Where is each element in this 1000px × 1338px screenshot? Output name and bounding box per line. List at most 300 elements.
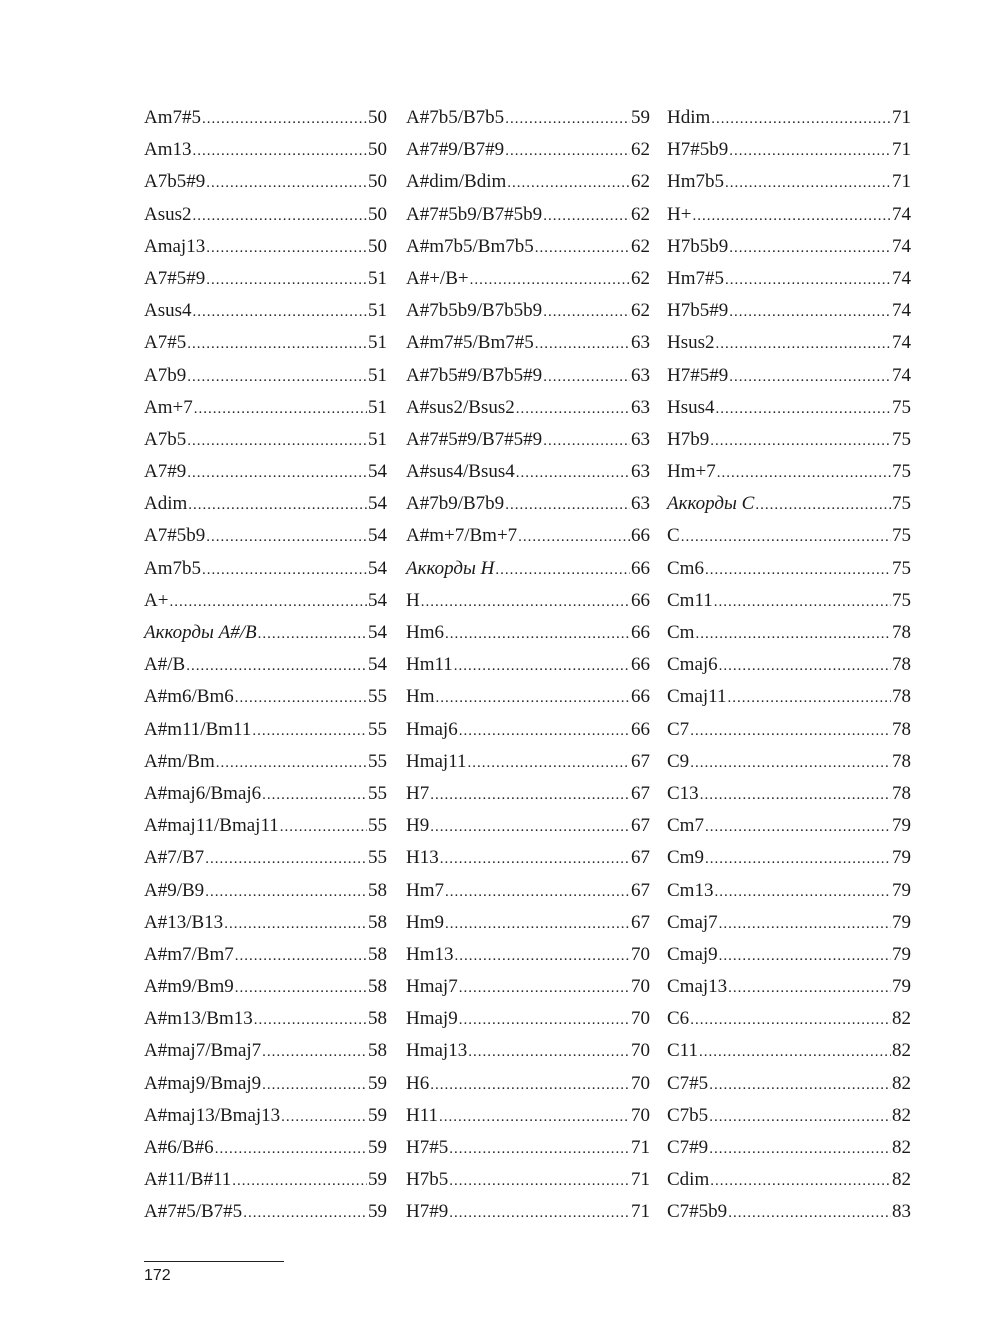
index-entry (406, 424, 650, 456)
dot-leader (705, 811, 891, 843)
page-ref: 74 (892, 203, 911, 225)
page-ref: 55 (368, 750, 387, 772)
index-entry (406, 1196, 650, 1228)
dot-leader (436, 682, 631, 714)
index-entry (144, 842, 387, 874)
dot-leader (692, 200, 891, 232)
index-entry (144, 971, 387, 1003)
index-entry (406, 971, 650, 1003)
chord-name: Cm13 (667, 879, 714, 901)
chord-name: Asus2 (144, 203, 192, 225)
page-ref: 63 (631, 461, 650, 483)
page-ref: 82 (892, 1040, 911, 1062)
chord-name: A#maj6/Bmaj6 (144, 782, 262, 804)
index-entry (406, 939, 650, 971)
index-entry (667, 585, 911, 617)
index-entry (406, 1164, 650, 1196)
dot-leader (710, 425, 891, 457)
dot-leader (421, 586, 630, 618)
index-section-heading (406, 553, 650, 585)
dot-leader (206, 232, 367, 264)
chord-name: A7b5#9 (144, 171, 206, 193)
chord-name: A7#9 (144, 461, 187, 483)
dot-leader (543, 361, 630, 393)
dot-leader (187, 328, 367, 360)
page-ref: 66 (631, 525, 650, 547)
page-ref: 83 (892, 1201, 911, 1223)
page-ref: 79 (892, 976, 911, 998)
dot-leader (262, 779, 367, 811)
index-entry (144, 714, 387, 746)
chord-name: Asus4 (144, 300, 192, 322)
page-ref: 66 (631, 686, 650, 708)
dot-leader (193, 135, 368, 167)
chord-name: A7b9 (144, 364, 187, 386)
chord-name: A#7/B7 (144, 847, 205, 869)
index-entry (667, 617, 911, 649)
page-ref: 71 (892, 107, 911, 128)
dot-leader (205, 843, 367, 875)
chord-name: A#9/B9 (144, 879, 205, 901)
chord-name: A7#5 (144, 332, 187, 354)
index-entry (144, 1035, 387, 1067)
chord-name: Аккорды C (667, 493, 755, 515)
index-entry (667, 1003, 911, 1035)
index-entry (667, 746, 911, 778)
chord-name: A#13/B13 (144, 911, 224, 933)
page-ref: 59 (368, 1072, 387, 1094)
dot-leader (543, 296, 630, 328)
chord-name: C7#5 (667, 1072, 709, 1094)
dot-leader (709, 1133, 891, 1165)
chord-name: A#maj7/Bmaj7 (144, 1040, 262, 1062)
page-ref: 78 (892, 654, 911, 676)
index-entry (406, 617, 650, 649)
index-entry (667, 231, 911, 263)
page-ref: 78 (892, 622, 911, 643)
index-entry (406, 263, 650, 295)
chord-name: Hmaj11 (406, 750, 467, 772)
chord-name: C6 (667, 1008, 690, 1030)
index-entry (144, 1196, 387, 1228)
page-ref: 66 (631, 557, 650, 579)
page-ref: 54 (368, 461, 387, 483)
page-ref: 79 (892, 815, 911, 837)
dot-leader (187, 425, 367, 457)
page-ref: 55 (368, 782, 387, 804)
index-section-heading (667, 488, 911, 520)
page-ref: 58 (368, 1008, 387, 1030)
dot-leader (254, 1004, 367, 1036)
dot-leader (280, 811, 367, 843)
page-ref: 78 (892, 750, 911, 772)
chord-name: C (667, 525, 680, 547)
dot-leader (445, 618, 630, 650)
page-ref: 79 (892, 879, 911, 901)
page-ref: 62 (631, 267, 650, 289)
index-entry (406, 649, 650, 681)
chord-name: H13 (406, 847, 439, 869)
chord-name: H11 (406, 1104, 439, 1126)
page-ref: 74 (892, 332, 911, 354)
dot-leader (439, 1101, 630, 1133)
chord-name: Cmaj7 (667, 911, 718, 933)
dot-leader (459, 1004, 630, 1036)
page-ref: 71 (631, 1201, 650, 1223)
dot-leader (705, 554, 891, 586)
chord-name: A#+/B+ (406, 267, 469, 289)
index-entry (667, 810, 911, 842)
index-entry (667, 327, 911, 359)
chord-name: Cm6 (667, 557, 704, 579)
page-ref: 70 (631, 976, 650, 998)
index-entry (144, 295, 387, 327)
index-entry (144, 1068, 387, 1100)
dot-leader (430, 811, 630, 843)
page-ref: 59 (368, 1201, 387, 1223)
dot-leader (430, 1069, 630, 1101)
page-ref: 75 (892, 589, 911, 611)
dot-leader (235, 972, 367, 1004)
page-ref: 63 (631, 364, 650, 386)
dot-leader (727, 682, 891, 714)
index-entry (406, 392, 650, 424)
dot-leader (454, 650, 630, 682)
dot-leader (719, 650, 891, 682)
index-entry (144, 1132, 387, 1164)
dot-leader (216, 747, 367, 779)
chord-name: H6 (406, 1072, 430, 1094)
index-entry (667, 456, 911, 488)
dot-leader (699, 1036, 891, 1068)
chord-name: H7#9 (406, 1201, 449, 1223)
chord-name: A#maj11/Bmaj11 (144, 815, 279, 837)
page-ref: 66 (631, 654, 650, 676)
page-ref: 58 (368, 943, 387, 965)
index-entry (144, 585, 387, 617)
dot-leader (710, 1165, 891, 1197)
chord-name: C7#9 (667, 1137, 709, 1158)
dot-leader (445, 908, 630, 940)
chord-name: H7#5#9 (667, 364, 729, 386)
page-ref: 79 (892, 911, 911, 933)
index-entry (667, 842, 911, 874)
dot-leader (719, 908, 891, 940)
dot-leader (455, 940, 631, 972)
index-column-3 (667, 102, 911, 1229)
page-ref: 59 (631, 107, 650, 128)
chord-name: C9 (667, 750, 690, 772)
dot-leader (719, 940, 891, 972)
chord-name: H7b5b9 (667, 235, 729, 257)
index-entry (406, 714, 650, 746)
chord-name: A#7#9/B7#9 (406, 139, 505, 161)
index-entry (406, 231, 650, 263)
chord-name: A#sus4/Bsus4 (406, 461, 515, 483)
index-entry (144, 231, 387, 263)
chord-name: Am7b5 (144, 557, 201, 579)
page-ref: 71 (892, 139, 911, 161)
page-ref: 55 (368, 847, 387, 869)
dot-leader (187, 361, 367, 393)
chord-name: Hm11 (406, 654, 453, 676)
index-entry (667, 649, 911, 681)
index-entry (406, 1132, 650, 1164)
index-entry (144, 1003, 387, 1035)
page-ref: 63 (631, 493, 650, 515)
dot-leader (235, 682, 367, 714)
index-entry (667, 907, 911, 939)
page-ref: 75 (892, 525, 911, 547)
chord-name: H7#5b9 (667, 139, 729, 161)
chord-name: A7#5b9 (144, 525, 206, 547)
page-ref: 75 (892, 461, 911, 483)
dot-leader (516, 393, 630, 425)
dot-leader (258, 618, 367, 650)
index-entry (406, 199, 650, 231)
chord-name: Cm7 (667, 815, 704, 837)
dot-leader (725, 167, 891, 199)
chord-name: Hmaj7 (406, 976, 458, 998)
dot-leader (716, 393, 891, 425)
page-ref: 67 (631, 815, 650, 837)
dot-leader (729, 361, 891, 393)
chord-name: Hm9 (406, 911, 444, 933)
dot-leader (445, 876, 630, 908)
chord-name: A+ (144, 589, 169, 611)
chord-name: C13 (667, 782, 699, 804)
page-ref: 62 (631, 300, 650, 322)
chord-name: H7b5 (406, 1169, 449, 1191)
page-ref: 78 (892, 718, 911, 740)
dot-leader (232, 1165, 367, 1197)
chord-name: A#7b5#9/B7b5#9 (406, 364, 543, 386)
chord-name: C7 (667, 718, 690, 740)
dot-leader (755, 489, 891, 521)
dot-leader (705, 843, 891, 875)
page-ref: 58 (368, 879, 387, 901)
dot-leader (516, 457, 630, 489)
page-ref: 71 (892, 171, 911, 193)
index-entry (406, 134, 650, 166)
chord-name: Cmaj11 (667, 686, 727, 708)
dot-leader (729, 296, 891, 328)
index-entry (406, 327, 650, 359)
index-entry (406, 102, 650, 134)
page-ref: 71 (631, 1137, 650, 1158)
chord-name: Аккорды A#/B (144, 622, 257, 643)
dot-leader (543, 200, 630, 232)
page-ref: 67 (631, 911, 650, 933)
dot-leader (505, 103, 630, 135)
dot-leader (235, 940, 367, 972)
page-ref: 70 (631, 1104, 650, 1126)
index-entry (406, 842, 650, 874)
chord-name: A#dim/Bdim (406, 171, 507, 193)
page-ref: 54 (368, 557, 387, 579)
chord-name: H7b5#9 (667, 300, 729, 322)
dot-leader (690, 1004, 891, 1036)
chord-name: Hm7 (406, 879, 444, 901)
index-entry (406, 1035, 650, 1067)
dot-leader (193, 296, 367, 328)
page-ref: 59 (368, 1169, 387, 1191)
dot-leader (186, 650, 367, 682)
dot-leader (729, 232, 891, 264)
dot-leader (505, 135, 630, 167)
page-ref: 74 (892, 267, 911, 289)
chord-name: C11 (667, 1040, 698, 1062)
page-number: 172 (144, 1267, 171, 1284)
chord-name: A#maj9/Bmaj9 (144, 1072, 262, 1094)
index-entry (406, 295, 650, 327)
index-entry (667, 681, 911, 713)
page-ref: 70 (631, 1072, 650, 1094)
dot-leader (681, 521, 891, 553)
page-ref: 54 (368, 525, 387, 547)
dot-leader (459, 972, 630, 1004)
chord-name: A#m7b5/Bm7b5 (406, 235, 534, 257)
index-entry (667, 263, 911, 295)
dot-leader (505, 489, 630, 521)
dot-leader (700, 779, 891, 811)
page-ref: 71 (631, 1169, 650, 1191)
chord-name: H7 (406, 782, 430, 804)
chord-name: A#7#5b9/B7#5b9 (406, 203, 543, 225)
index-entry (144, 875, 387, 907)
page-ref: 78 (892, 686, 911, 708)
page-ref: 62 (631, 235, 650, 257)
page-ref: 75 (892, 493, 911, 515)
dot-leader (495, 554, 630, 586)
chord-name: A#7#5/B7#5 (144, 1201, 243, 1223)
index-entry (144, 939, 387, 971)
page-ref: 79 (892, 943, 911, 965)
chord-name: Hm (406, 686, 435, 708)
dot-leader (714, 876, 891, 908)
chord-name: A#m9/Bm9 (144, 976, 234, 998)
index-entry (667, 424, 911, 456)
footer-rule (144, 1261, 284, 1262)
page-ref: 55 (368, 686, 387, 708)
index-entry (667, 553, 911, 585)
index-entry (406, 520, 650, 552)
dot-leader (709, 1101, 891, 1133)
dot-leader (169, 586, 367, 618)
index-entry (667, 1164, 911, 1196)
chord-name: A#11/B#11 (144, 1169, 232, 1191)
page-ref: 75 (892, 557, 911, 579)
dot-leader (194, 393, 367, 425)
index-entry (667, 778, 911, 810)
page-ref: 74 (892, 235, 911, 257)
dot-leader (281, 1101, 367, 1133)
index-entry (406, 456, 650, 488)
chord-name: A#sus2/Bsus2 (406, 396, 515, 418)
chord-name: Amaj13 (144, 235, 206, 257)
chord-name: A7#5#9 (144, 267, 206, 289)
page-ref: 54 (368, 654, 387, 676)
dot-leader (470, 264, 630, 296)
page-ref: 54 (368, 589, 387, 611)
chord-name: Cmaj13 (667, 976, 728, 998)
dot-leader (535, 232, 630, 264)
dot-leader (507, 167, 630, 199)
index-entry (144, 746, 387, 778)
dot-leader (725, 264, 891, 296)
page-ref: 78 (892, 782, 911, 804)
page-ref: 74 (892, 364, 911, 386)
page-ref: 79 (892, 847, 911, 869)
index-entry (406, 681, 650, 713)
dot-leader (729, 135, 891, 167)
index-entry (667, 134, 911, 166)
index-entry (667, 1035, 911, 1067)
page-ref: 51 (368, 300, 387, 322)
page-ref: 63 (631, 332, 650, 354)
chord-name: Am7#5 (144, 107, 201, 128)
index-entry (406, 746, 650, 778)
dot-leader (202, 554, 367, 586)
page-ref: 51 (368, 428, 387, 450)
chord-name: Cmaj9 (667, 943, 718, 965)
page-ref: 58 (368, 911, 387, 933)
chord-name: Adim (144, 493, 188, 515)
page-ref: 66 (631, 589, 650, 611)
index-entry (144, 649, 387, 681)
index-entry (406, 1068, 650, 1100)
index-entry (144, 488, 387, 520)
index-entry (667, 392, 911, 424)
page-ref: 82 (892, 1072, 911, 1094)
index-entry (406, 360, 650, 392)
index-entry (667, 1100, 911, 1132)
index-entry (144, 456, 387, 488)
index-entry (144, 778, 387, 810)
index-entry (667, 939, 911, 971)
dot-leader (243, 1197, 367, 1229)
chord-name: A7b5 (144, 428, 187, 450)
chord-name: Cm11 (667, 589, 713, 611)
dot-leader (690, 715, 891, 747)
index-entry (667, 295, 911, 327)
index-entry (667, 102, 911, 134)
dot-leader (262, 1036, 367, 1068)
dot-leader (543, 425, 630, 457)
index-entry (667, 1132, 911, 1164)
page-ref: 55 (368, 718, 387, 740)
page-ref: 75 (892, 428, 911, 450)
chord-name: Hm+7 (667, 461, 716, 483)
page-ref: 63 (631, 396, 650, 418)
dot-leader (440, 843, 630, 875)
index-entry (406, 875, 650, 907)
index-entry (144, 424, 387, 456)
page-ref: 82 (892, 1104, 911, 1126)
page-ref: 67 (631, 879, 650, 901)
chord-name: Hmaj13 (406, 1040, 468, 1062)
chord-name: A#7b5b9/B7b5b9 (406, 300, 543, 322)
page-ref: 50 (368, 235, 387, 257)
page-ref: 55 (368, 815, 387, 837)
index-entry (406, 166, 650, 198)
chord-name: Am+7 (144, 396, 193, 418)
chord-name: Аккорды H (406, 557, 495, 579)
chord-name: A#/B (144, 654, 186, 676)
index-entry (144, 134, 387, 166)
index-entry (144, 681, 387, 713)
dot-leader (518, 521, 630, 553)
